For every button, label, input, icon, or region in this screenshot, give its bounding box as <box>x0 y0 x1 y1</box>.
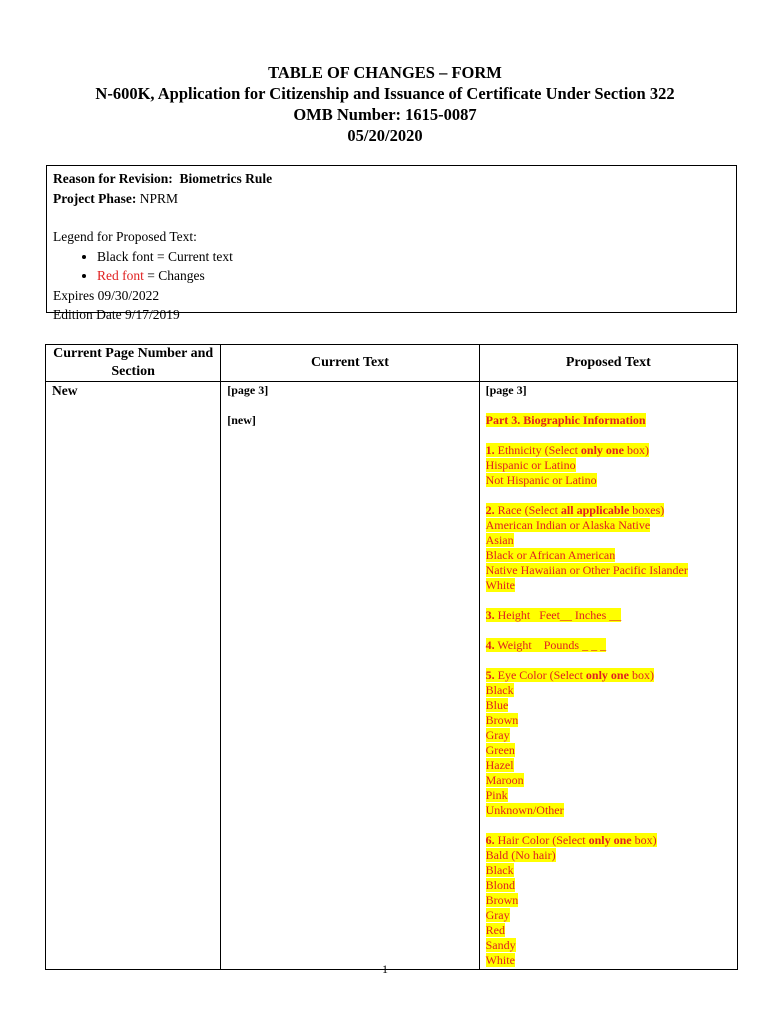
list-item: Pink <box>485 788 508 802</box>
list-item: Asian <box>485 533 514 547</box>
list-item: Black or African American <box>485 548 616 562</box>
part-title: Part 3. Biographic Information <box>485 413 646 427</box>
list-item: Blue <box>485 698 509 712</box>
list-item: Gray <box>485 728 510 742</box>
height-block: 3. Height Feet__ Inches __ <box>485 608 622 622</box>
table-header-row <box>46 345 738 382</box>
phase-line: Project Phase: NPRM <box>53 190 178 206</box>
list-item: Gray <box>485 908 510 922</box>
title-line-2: N-600K, Application for Citizenship and Issuance of Certificate Under Section 322 <box>95 84 675 103</box>
list-item: American Indian or Alaska Native <box>485 518 651 532</box>
list-item: White <box>485 953 515 967</box>
legend-red: • Red font = Changes <box>97 266 730 286</box>
proposed-page: [page 3] <box>485 383 527 397</box>
list-item: Hispanic or Latino <box>485 458 576 472</box>
list-item: Brown <box>485 893 519 907</box>
weight-block: 4. Weight Pounds _ _ _ <box>485 638 607 652</box>
title-line-1: TABLE OF CHANGES – FORM <box>268 63 502 82</box>
list-item: Hazel <box>485 758 514 772</box>
list-item: Black <box>485 863 514 877</box>
cell-section: New <box>46 382 221 970</box>
list-item: Green <box>485 743 515 757</box>
page-number: 1 <box>382 962 388 976</box>
list-item: White <box>485 578 515 592</box>
current-page: [page 3] <box>227 383 269 397</box>
title-line-4: 05/20/2020 <box>347 126 423 145</box>
list-item: Sandy <box>485 938 516 952</box>
changes-table <box>45 344 738 970</box>
list-item: Black <box>485 683 514 697</box>
table-row <box>46 382 738 970</box>
legend-black: • Black font = Current text <box>97 247 730 267</box>
list-item: Maroon <box>485 773 524 787</box>
list-item: Native Hawaiian or Other Pacific Islander <box>485 563 688 577</box>
hair-color-block: 6. Hair Color (Select only one box) Bald (No hair) Black Blond Brown Gray Red Sandy White <box>485 833 657 967</box>
document-title <box>0 62 770 146</box>
header-current-text: Current Text <box>221 345 479 382</box>
reason-line: Reason for Revision: Biometrics Rule <box>53 171 273 186</box>
list-item: Not Hispanic or Latino <box>485 473 597 487</box>
list-item: Unknown/Other <box>485 803 564 817</box>
list-item: Brown <box>485 713 519 727</box>
race-block: 2. Race (Select all applicable boxes) American Indian or Alaska Native Asian Black or African American Native Hawaiian or Other Pacific Islander White <box>485 503 688 592</box>
list-item: Bald (No hair) <box>485 848 556 862</box>
cell-proposed <box>479 382 737 970</box>
eye-color-block: 5. Eye Color (Select only one box) Black Blue Brown Gray Green Hazel Maroon Pink Unknown/Other <box>485 668 654 817</box>
current-new: [new] <box>227 413 256 427</box>
title-line-3: OMB Number: 1615-0087 <box>293 105 477 124</box>
list-item: Blond <box>485 878 515 892</box>
list-item: Red <box>485 923 505 937</box>
ethnicity-block: 1. Ethnicity (Select only one box) Hispanic or Latino Not Hispanic or Latino <box>485 443 649 487</box>
header-section: Current Page Number and Section <box>46 345 221 382</box>
legend-list <box>53 247 730 286</box>
edition-date: Edition Date 9/17/2019 <box>53 307 180 322</box>
expires-date: Expires 09/30/2022 <box>53 287 160 303</box>
revision-info-box <box>46 165 737 322</box>
legend-title: Legend for Proposed Text: <box>53 229 197 244</box>
header-proposed-text: Proposed Text <box>479 345 737 382</box>
cell-current <box>221 382 479 970</box>
